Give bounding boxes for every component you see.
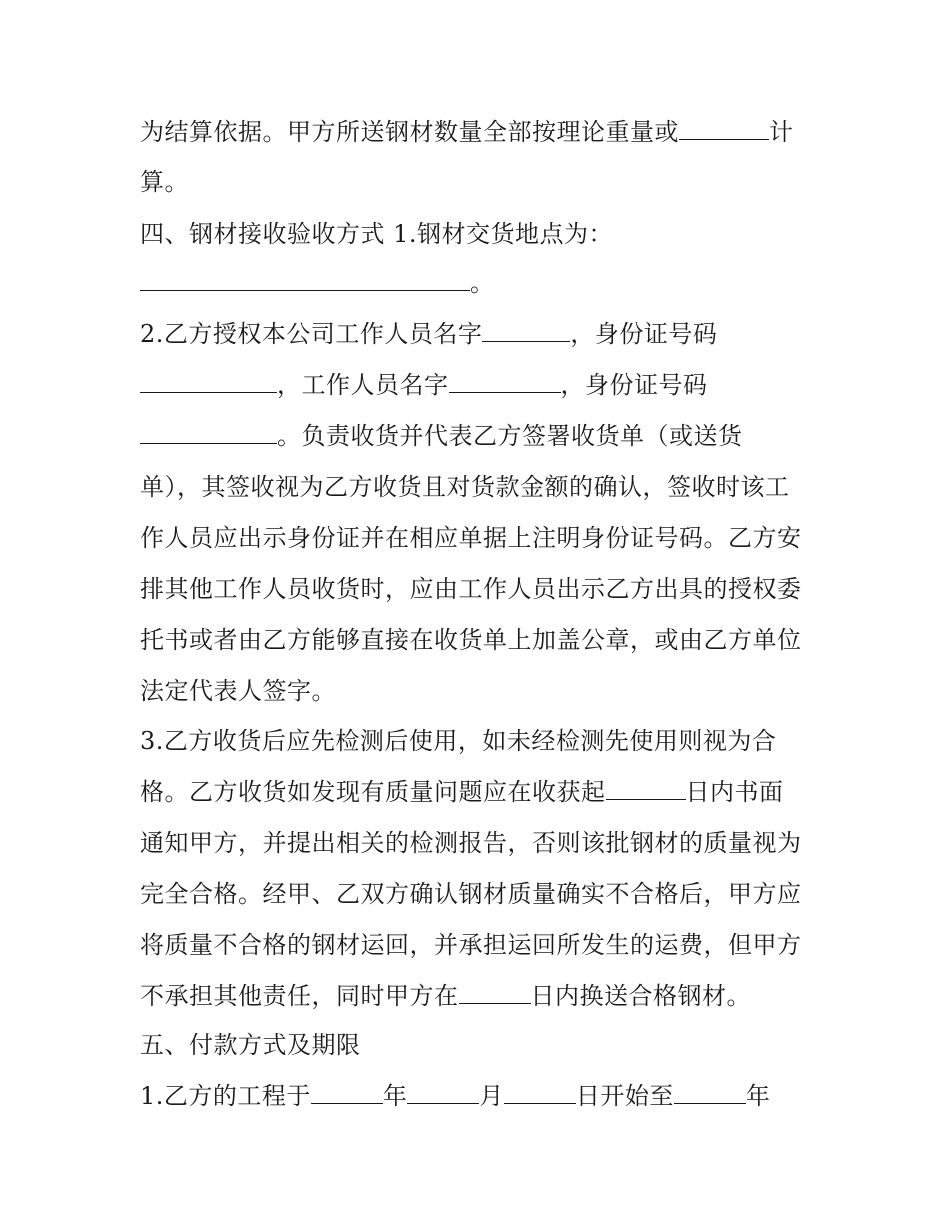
- text-segment: 2.乙方授权本公司工作人员名字: [140, 320, 483, 348]
- blank-field[interactable]: [606, 777, 686, 800]
- blank-field[interactable]: [449, 370, 561, 393]
- text-line-13: [140, 726, 776, 756]
- text-line-14: [140, 777, 784, 807]
- text-segment: 排其他工作人员收货时，应由工作人员出示乙方出具的授权委: [140, 575, 802, 603]
- text-segment: 五、付款方式及期限: [140, 1031, 361, 1059]
- text-segment: ，身份证号码: [560, 371, 708, 399]
- text-line-8: [140, 472, 790, 502]
- text-segment: 单），其签收视为乙方收货且对货款金额的确认，签收时该工: [140, 473, 790, 501]
- text-segment: 托书或者由乙方能够直接在收货单上加盖公章，或由乙方单位: [140, 626, 802, 654]
- text-line-15: [140, 828, 802, 858]
- blank-field[interactable]: [504, 1081, 576, 1104]
- blank-field[interactable]: [482, 319, 570, 342]
- text-segment: 作人员应出示身份证并在相应单据上注明身份证号码。乙方安: [140, 524, 802, 552]
- text-line-16: [140, 879, 802, 909]
- text-line-12: [140, 676, 336, 706]
- text-line-6: [140, 370, 708, 400]
- text-segment: 日内换送合格钢材。: [530, 982, 751, 1010]
- text-line-4: [140, 268, 495, 298]
- text-line-3: [140, 219, 613, 249]
- text-segment: 日开始至: [575, 1082, 674, 1110]
- text-line-17: [140, 930, 802, 960]
- text-line-7: [140, 421, 743, 451]
- text-segment: 完全合格。经甲、乙双方确认钢材质量确实不合格后，甲方应: [140, 880, 802, 908]
- text-segment: 四、钢材接收验收方式 1.钢材交货地点为：: [140, 220, 614, 248]
- text-segment: 通知甲方，并提出相关的检测报告，否则该批钢材的质量视为: [140, 829, 802, 857]
- text-segment: 。: [470, 269, 495, 297]
- text-line-20: [140, 1081, 770, 1111]
- text-line-10: [140, 574, 802, 604]
- text-segment: ，工作人员名字: [277, 371, 449, 399]
- text-segment: 不承担其他责任，同时甲方在: [140, 982, 459, 1010]
- blank-field[interactable]: [140, 421, 277, 444]
- text-line-11: [140, 625, 802, 655]
- text-segment: 法定代表人签字。: [140, 677, 336, 705]
- text-segment: 将质量不合格的钢材运回，并承担运回所发生的运费，但甲方: [140, 931, 802, 959]
- blank-field[interactable]: [679, 117, 769, 140]
- text-line-9: [140, 523, 802, 553]
- text-line-2: [140, 167, 189, 197]
- text-line-1: [140, 117, 794, 147]
- text-segment: 。负责收货并代表乙方签署收货单（或送货: [277, 422, 743, 450]
- blank-field[interactable]: [140, 370, 277, 393]
- text-segment: ，身份证号码: [570, 320, 718, 348]
- blank-field[interactable]: [140, 268, 470, 291]
- text-segment: 日内书面: [685, 778, 784, 806]
- text-segment: 3.乙方收货后应先检测后使用，如未经检测先使用则视为合: [140, 727, 777, 755]
- text-segment: 月: [479, 1082, 504, 1110]
- text-segment: 为结算依据。甲方所送钢材数量全部按理论重量或: [140, 118, 679, 146]
- blank-field[interactable]: [407, 1081, 479, 1104]
- blank-field[interactable]: [311, 1081, 383, 1104]
- text-segment: 计: [769, 118, 794, 146]
- text-line-5: [140, 319, 717, 349]
- blank-field[interactable]: [459, 981, 531, 1004]
- text-line-18: [140, 981, 751, 1011]
- text-segment: 格。乙方收货如发现有质量问题应在收获起: [140, 778, 606, 806]
- text-segment: 年: [382, 1082, 408, 1110]
- text-segment: 年: [745, 1082, 771, 1110]
- text-line-19: [140, 1030, 361, 1060]
- blank-field[interactable]: [674, 1081, 746, 1104]
- text-segment: 1.乙方的工程于: [140, 1082, 311, 1110]
- text-segment: 算。: [140, 168, 189, 196]
